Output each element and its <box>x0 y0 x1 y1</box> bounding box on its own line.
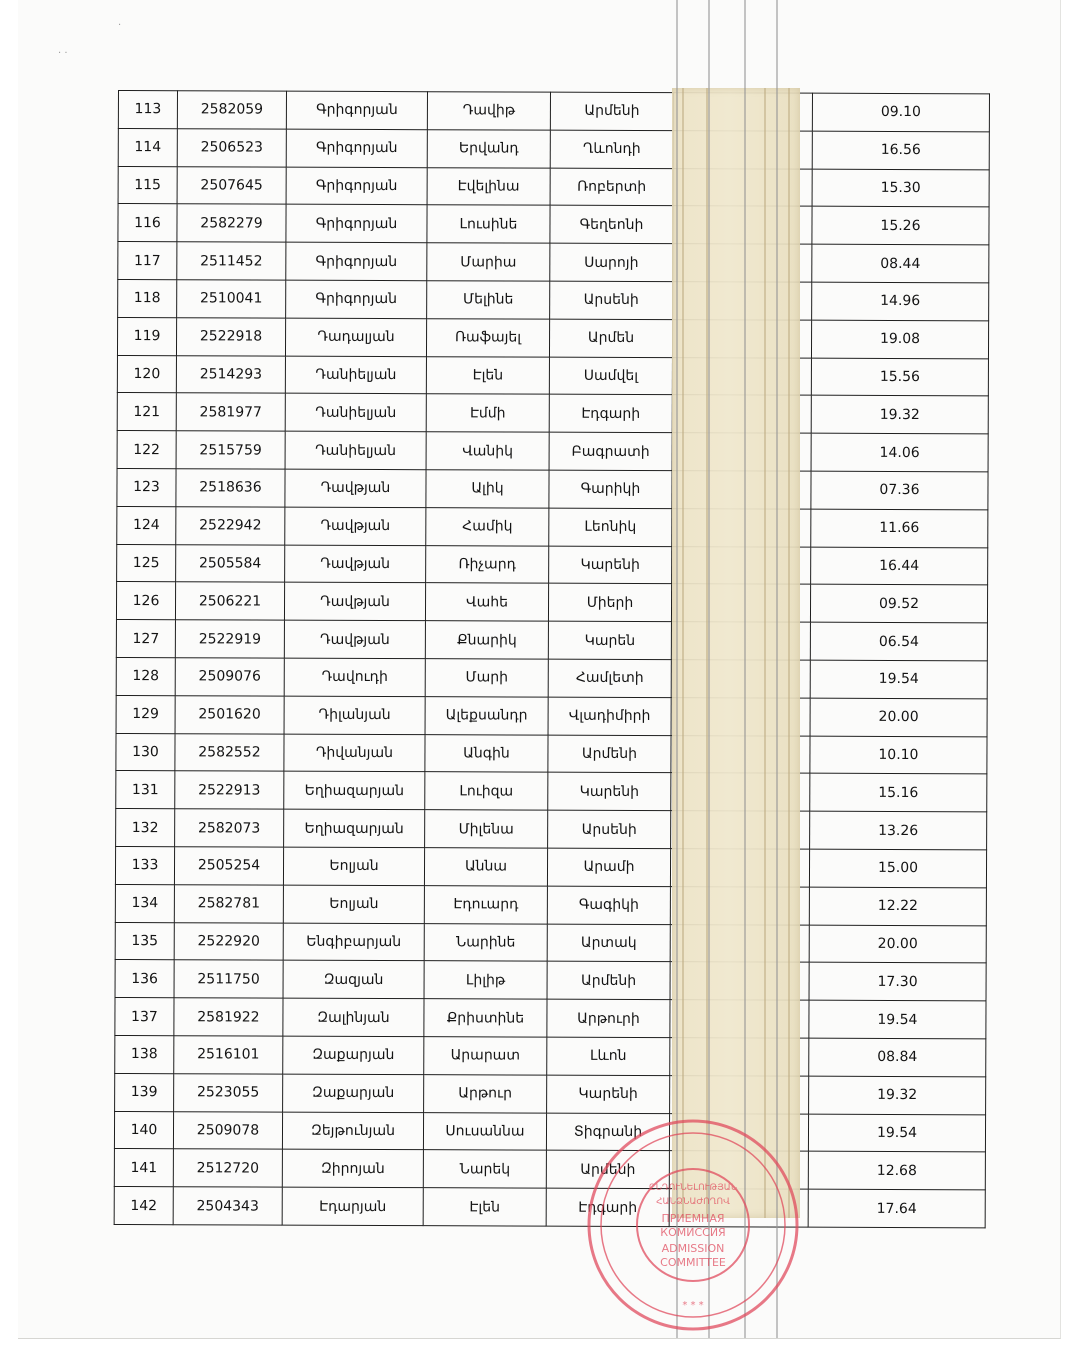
patronymic-cell: Կարենի <box>549 546 672 584</box>
score-cell: 19.32 <box>811 396 988 434</box>
row-number-cell: 127 <box>116 620 175 658</box>
patronymic-cell: Լեոնիկ <box>549 508 672 546</box>
id-code-cell: 2582552 <box>175 733 284 771</box>
surname-cell: Ենգիբարյան <box>283 923 424 961</box>
score-cell: 12.68 <box>808 1151 985 1189</box>
tape-fold-line <box>764 88 766 1218</box>
score-cell: 08.44 <box>812 244 989 282</box>
given-name-cell: Նարեկ <box>423 1150 546 1188</box>
id-code-cell: 2522919 <box>175 620 284 658</box>
surname-cell: Գրիգորյան <box>286 129 427 167</box>
id-code-cell: 2522913 <box>175 771 284 809</box>
table-row <box>116 582 987 623</box>
score-cell: 09.52 <box>810 585 987 623</box>
patronymic-cell: Կարենի <box>547 1075 670 1113</box>
given-name-cell: Միլենա <box>425 810 548 848</box>
patronymic-cell: Արտակ <box>547 924 670 962</box>
id-code-cell: 2506221 <box>175 582 284 620</box>
patronymic-cell: Ղևոնդի <box>550 130 673 168</box>
patronymic-cell: Արմեն <box>549 319 672 357</box>
patronymic-cell: Լևոն <box>547 1037 670 1075</box>
surname-cell: Եոլյան <box>283 885 424 923</box>
table-row <box>115 1035 986 1076</box>
table-row <box>118 204 989 245</box>
row-number-cell: 125 <box>117 544 176 582</box>
score-cell: 19.32 <box>809 1076 986 1114</box>
table-row <box>114 1187 985 1228</box>
row-number-cell: 124 <box>117 506 176 544</box>
given-name-cell: Ալիկ <box>426 470 549 508</box>
id-code-cell: 2582059 <box>177 91 286 129</box>
table-row <box>114 1111 985 1152</box>
row-number-cell: 115 <box>118 166 177 204</box>
patronymic-cell: Արմենի <box>548 735 671 773</box>
given-name-cell: Վահե <box>425 583 548 621</box>
row-number-cell: 138 <box>115 1035 174 1073</box>
surname-cell: Դադալյան <box>285 318 426 356</box>
table-row <box>116 771 987 812</box>
surname-cell: Էդարյան <box>282 1187 423 1225</box>
id-code-cell: 2582073 <box>175 809 284 847</box>
score-cell: 14.06 <box>811 433 988 471</box>
score-cell: 09.10 <box>812 93 989 131</box>
id-code-cell: 2504343 <box>173 1187 282 1225</box>
surname-cell: Գրիգորյան <box>286 167 427 205</box>
row-number-cell: 137 <box>115 998 174 1036</box>
roster-table-body <box>114 91 989 1228</box>
surname-cell: Դանիելյան <box>285 356 426 394</box>
surname-cell: Գրիգորյան <box>286 280 427 318</box>
score-cell: 06.54 <box>810 622 987 660</box>
patronymic-cell: Գարիկի <box>549 470 672 508</box>
table-row <box>117 506 988 547</box>
surname-cell: Դանիելյան <box>285 431 426 469</box>
score-cell: 07.36 <box>811 471 988 509</box>
surname-cell: Զալինյան <box>283 998 424 1036</box>
table-row <box>115 1073 986 1114</box>
id-code-cell: 2511750 <box>174 960 283 998</box>
score-cell: 16.44 <box>811 547 988 585</box>
row-number-cell: 132 <box>116 809 175 847</box>
given-name-cell: Ռաֆայել <box>426 318 549 356</box>
roster-table <box>114 90 990 1228</box>
patronymic-cell: Տիգրանի <box>546 1113 669 1151</box>
surname-cell: Զազյան <box>283 960 424 998</box>
table-row <box>117 355 988 396</box>
surname-cell: Զիրոյան <box>282 1149 423 1187</box>
id-code-cell: 2506523 <box>177 129 286 167</box>
surname-cell: Զաքարյան <box>283 1074 424 1112</box>
id-code-cell: 2582781 <box>174 884 283 922</box>
table-row <box>117 431 988 472</box>
score-cell: 15.16 <box>810 774 987 812</box>
table-row <box>116 620 987 661</box>
table-row <box>115 998 986 1039</box>
given-name-cell: Էլեն <box>423 1188 546 1226</box>
patronymic-cell: Բագրատի <box>549 432 672 470</box>
score-cell: 08.84 <box>809 1038 986 1076</box>
table-row <box>116 733 987 774</box>
surname-cell: Դիվանյան <box>284 734 425 772</box>
row-number-cell: 136 <box>115 960 174 998</box>
row-number-cell: 135 <box>115 922 174 960</box>
given-name-cell: Աննա <box>424 848 547 886</box>
table-row <box>115 922 986 963</box>
admission-committee-stamp <box>586 1118 800 1332</box>
score-cell: 14.96 <box>812 282 989 320</box>
row-number-cell: 120 <box>117 355 176 393</box>
row-number-cell: 119 <box>117 317 176 355</box>
stamp-text: ADMISSION <box>661 1242 725 1255</box>
given-name-cell: Էդուարդ <box>424 885 547 923</box>
patronymic-cell: Ռոբերտի <box>550 168 673 206</box>
surname-cell: Դավթյան <box>285 507 426 545</box>
row-number-cell: 113 <box>118 91 177 129</box>
score-cell: 15.00 <box>809 849 986 887</box>
row-number-cell: 140 <box>114 1111 173 1149</box>
score-cell: 20.00 <box>809 925 986 963</box>
patronymic-cell: Արսենի <box>548 810 671 848</box>
score-cell: 11.66 <box>811 509 988 547</box>
patronymic-cell: Արմենի <box>546 1150 669 1188</box>
given-name-cell: Քրիստինե <box>424 999 547 1037</box>
id-code-cell: 2505584 <box>176 544 285 582</box>
id-code-cell: 2514293 <box>176 355 285 393</box>
row-number-cell: 139 <box>115 1073 174 1111</box>
row-number-cell: 116 <box>118 204 177 242</box>
patronymic-cell: Արսենի <box>550 281 673 319</box>
patronymic-cell: Արթուրի <box>547 999 670 1037</box>
row-number-cell: 126 <box>116 582 175 620</box>
score-cell: 17.64 <box>808 1189 985 1227</box>
surname-cell: Գրիգորյան <box>286 242 427 280</box>
patronymic-cell: Էդգարի <box>546 1188 669 1226</box>
stamp-text: ԸՆԴՈՒՆԵԼՈՒԹՅԱՆ <box>648 1183 738 1193</box>
given-name-cell: Սուսաննա <box>423 1112 546 1150</box>
surname-cell: Եոլյան <box>283 847 424 885</box>
scan-speck: ‧ ‧ <box>58 48 68 59</box>
id-code-cell: 2515759 <box>176 431 285 469</box>
table-row <box>118 242 989 283</box>
patronymic-cell: Միերի <box>548 584 671 622</box>
patronymic-cell: Գագիկի <box>547 886 670 924</box>
id-code-cell: 2511452 <box>177 242 286 280</box>
id-code-cell: 2522942 <box>176 506 285 544</box>
masking-tape-strip <box>672 88 800 1218</box>
given-name-cell: Էվելինա <box>427 167 550 205</box>
patronymic-cell: Համլետի <box>548 659 671 697</box>
row-number-cell: 122 <box>117 431 176 469</box>
score-cell: 15.26 <box>812 207 989 245</box>
given-name-cell: Վանիկ <box>426 432 549 470</box>
table-row <box>116 657 987 698</box>
score-cell: 12.22 <box>809 887 986 925</box>
id-code-cell: 2505254 <box>174 847 283 885</box>
surname-cell: Դանիելյան <box>285 394 426 432</box>
row-number-cell: 131 <box>116 771 175 809</box>
row-number-cell: 128 <box>116 657 175 695</box>
patronymic-cell: Սամվել <box>549 357 672 395</box>
id-code-cell: 2522920 <box>174 922 283 960</box>
patronymic-cell: Վլադիմիրի <box>548 697 671 735</box>
surname-cell: Դավթյան <box>285 469 426 507</box>
scan-speck: ‧ <box>118 20 122 31</box>
id-code-cell: 2518636 <box>176 469 285 507</box>
given-name-cell: Համիկ <box>426 507 549 545</box>
row-number-cell: 117 <box>118 242 177 280</box>
patronymic-cell: Սարոյի <box>550 243 673 281</box>
row-number-cell: 129 <box>116 695 175 733</box>
table-row <box>115 846 986 887</box>
score-cell: 13.26 <box>810 811 987 849</box>
table-row <box>114 1149 985 1190</box>
table-row <box>117 468 988 509</box>
given-name-cell: Երվանդ <box>427 129 550 167</box>
roster-table-wrapper <box>114 90 984 1228</box>
score-cell: 16.56 <box>812 131 989 169</box>
score-cell: 19.08 <box>811 320 988 358</box>
table-row <box>117 393 988 434</box>
patronymic-cell: Գեղեոնի <box>550 206 673 244</box>
patronymic-cell: Արմենի <box>550 92 673 130</box>
surname-cell: Դավթյան <box>284 620 425 658</box>
id-code-cell: 2581977 <box>176 393 285 431</box>
id-code-cell: 2509076 <box>175 658 284 696</box>
patronymic-cell: Կարենի <box>548 772 671 810</box>
table-row <box>115 884 986 925</box>
id-code-cell: 2509078 <box>173 1111 282 1149</box>
row-number-cell: 134 <box>115 884 174 922</box>
score-cell: 19.54 <box>809 1000 986 1038</box>
given-name-cell: Լուսինե <box>427 205 550 243</box>
surname-cell: Դիլանյան <box>284 696 425 734</box>
id-code-cell: 2523055 <box>174 1073 283 1111</box>
table-row <box>117 544 988 585</box>
given-name-cell: Մարիա <box>427 243 550 281</box>
row-number-cell: 142 <box>114 1187 173 1225</box>
id-code-cell: 2510041 <box>177 280 286 318</box>
surname-cell: Զաքարյան <box>283 1036 424 1074</box>
surname-cell: Գրիգորյան <box>286 205 427 243</box>
score-cell: 15.56 <box>811 358 988 396</box>
patronymic-cell: Էդգարի <box>549 395 672 433</box>
surname-cell: Դավթյան <box>284 583 425 621</box>
table-row <box>118 166 989 207</box>
tape-fold-line <box>788 88 790 1218</box>
surname-cell: Եղիազարյան <box>284 771 425 809</box>
id-code-cell: 2501620 <box>175 695 284 733</box>
row-number-cell: 133 <box>115 846 174 884</box>
score-cell: 17.30 <box>809 962 986 1000</box>
id-code-cell: 2522918 <box>176 318 285 356</box>
given-name-cell: Ալեքսանդր <box>425 696 548 734</box>
stamp-text: COMMITTEE <box>660 1256 726 1269</box>
score-cell: 20.00 <box>810 698 987 736</box>
stamp-stars: * * * <box>682 1300 704 1311</box>
table-row <box>116 809 987 850</box>
tape-fold-line <box>682 88 684 1218</box>
patronymic-cell: Արամի <box>547 848 670 886</box>
stamp-text: ՀԱՆՁՆԱԺՈՂՈՎ <box>656 1197 730 1207</box>
score-cell: 19.54 <box>810 660 987 698</box>
row-number-cell: 123 <box>117 468 176 506</box>
given-name-cell: Նարինե <box>424 923 547 961</box>
surname-cell: Դավթյան <box>285 545 426 583</box>
score-cell: 15.30 <box>812 169 989 207</box>
id-code-cell: 2512720 <box>173 1149 282 1187</box>
id-code-cell: 2581922 <box>174 998 283 1036</box>
table-row <box>118 91 989 132</box>
surname-cell: Դավուդի <box>284 658 425 696</box>
id-code-cell: 2507645 <box>177 166 286 204</box>
table-row <box>117 317 988 358</box>
given-name-cell: Մելինե <box>427 281 550 319</box>
given-name-cell: Արթուր <box>424 1074 547 1112</box>
id-code-cell: 2582279 <box>177 204 286 242</box>
stamp-text: ПРИЕМНАЯ <box>661 1212 725 1225</box>
given-name-cell: Լիլիթ <box>424 961 547 999</box>
table-row <box>118 279 989 320</box>
given-name-cell: Քնարիկ <box>425 621 548 659</box>
given-name-cell: Էմմի <box>426 394 549 432</box>
given-name-cell: Լուիզա <box>425 772 548 810</box>
given-name-cell: Էլեն <box>426 356 549 394</box>
stamp-outer-ring <box>589 1121 797 1329</box>
surname-cell: Եղիազարյան <box>284 809 425 847</box>
score-cell: 19.54 <box>808 1114 985 1152</box>
surname-cell: Գրիգորյան <box>286 91 427 129</box>
score-cell: 10.10 <box>810 736 987 774</box>
patronymic-cell: Արմենի <box>547 961 670 999</box>
id-code-cell: 2516101 <box>174 1036 283 1074</box>
row-number-cell: 130 <box>116 733 175 771</box>
given-name-cell: Դավիթ <box>427 92 550 130</box>
stamp-mid-ring <box>601 1133 785 1317</box>
surname-cell: Զեյթունյան <box>282 1112 423 1150</box>
patronymic-cell: Կարեն <box>548 621 671 659</box>
table-row <box>115 960 986 1001</box>
given-name-cell: Արարատ <box>424 1037 547 1075</box>
given-name-cell: Ռիչարդ <box>426 545 549 583</box>
row-number-cell: 118 <box>118 279 177 317</box>
table-row <box>116 695 987 736</box>
given-name-cell: Մարի <box>425 659 548 697</box>
row-number-cell: 121 <box>117 393 176 431</box>
stamp-text: КОМИССИЯ <box>660 1226 726 1239</box>
table-row <box>118 128 989 169</box>
row-number-cell: 141 <box>114 1149 173 1187</box>
given-name-cell: Անգին <box>425 734 548 772</box>
row-number-cell: 114 <box>118 128 177 166</box>
